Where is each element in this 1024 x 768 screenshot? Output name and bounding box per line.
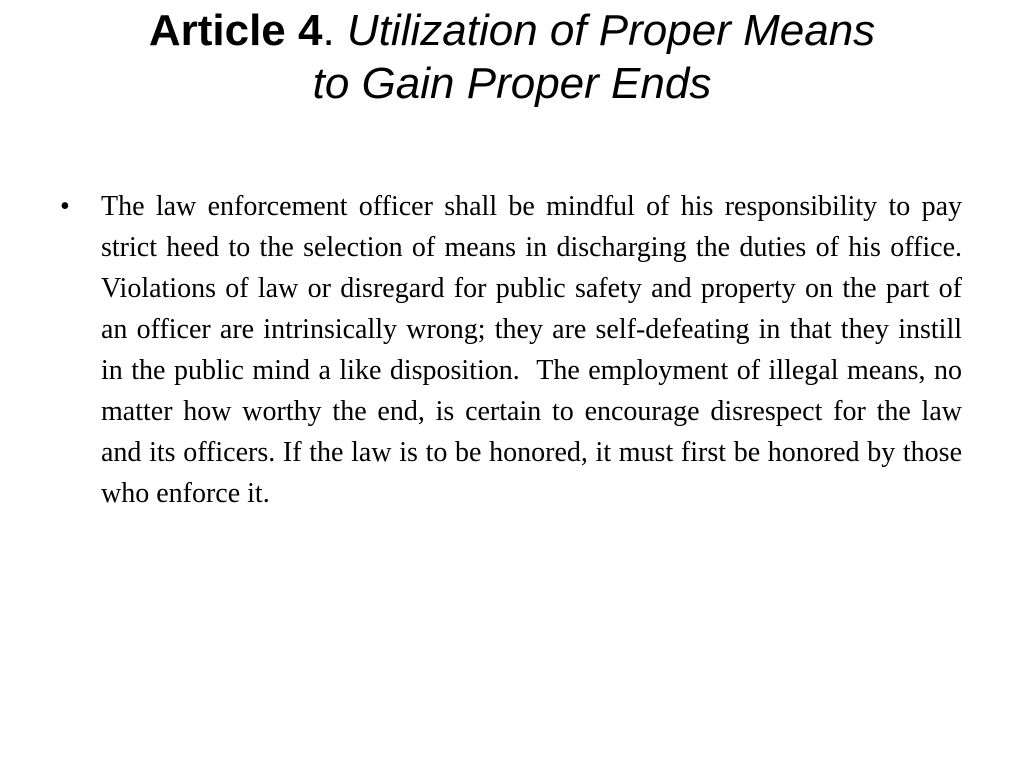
bullet-text: The law enforcement officer shall be mindful of his responsibility to pay strict heed to the selection of means in discharging the duties of his office. Violations of law or disregard for public safety and property on the part of an officer are intrinsically wrong; they are self-defeating in that they instill in the public mind a like disposition. The employment of illegal means, no matter how worthy the end, is certain to encourage disrespect for the law and its officers. If the law is to be honored, it must first be honored by those who enforce it. (101, 191, 976, 509)
slide-title (40, 4, 984, 110)
title-separator: . (322, 6, 347, 55)
article-label: Article 4 (148, 6, 323, 55)
article-heading-line-1: Utilization of Proper Means (346, 6, 876, 55)
article-heading-line-2: to Gain Proper Ends (312, 59, 712, 108)
bullet-icon: • (60, 191, 70, 222)
slide-body (60, 186, 976, 514)
bullet-item (60, 186, 976, 514)
